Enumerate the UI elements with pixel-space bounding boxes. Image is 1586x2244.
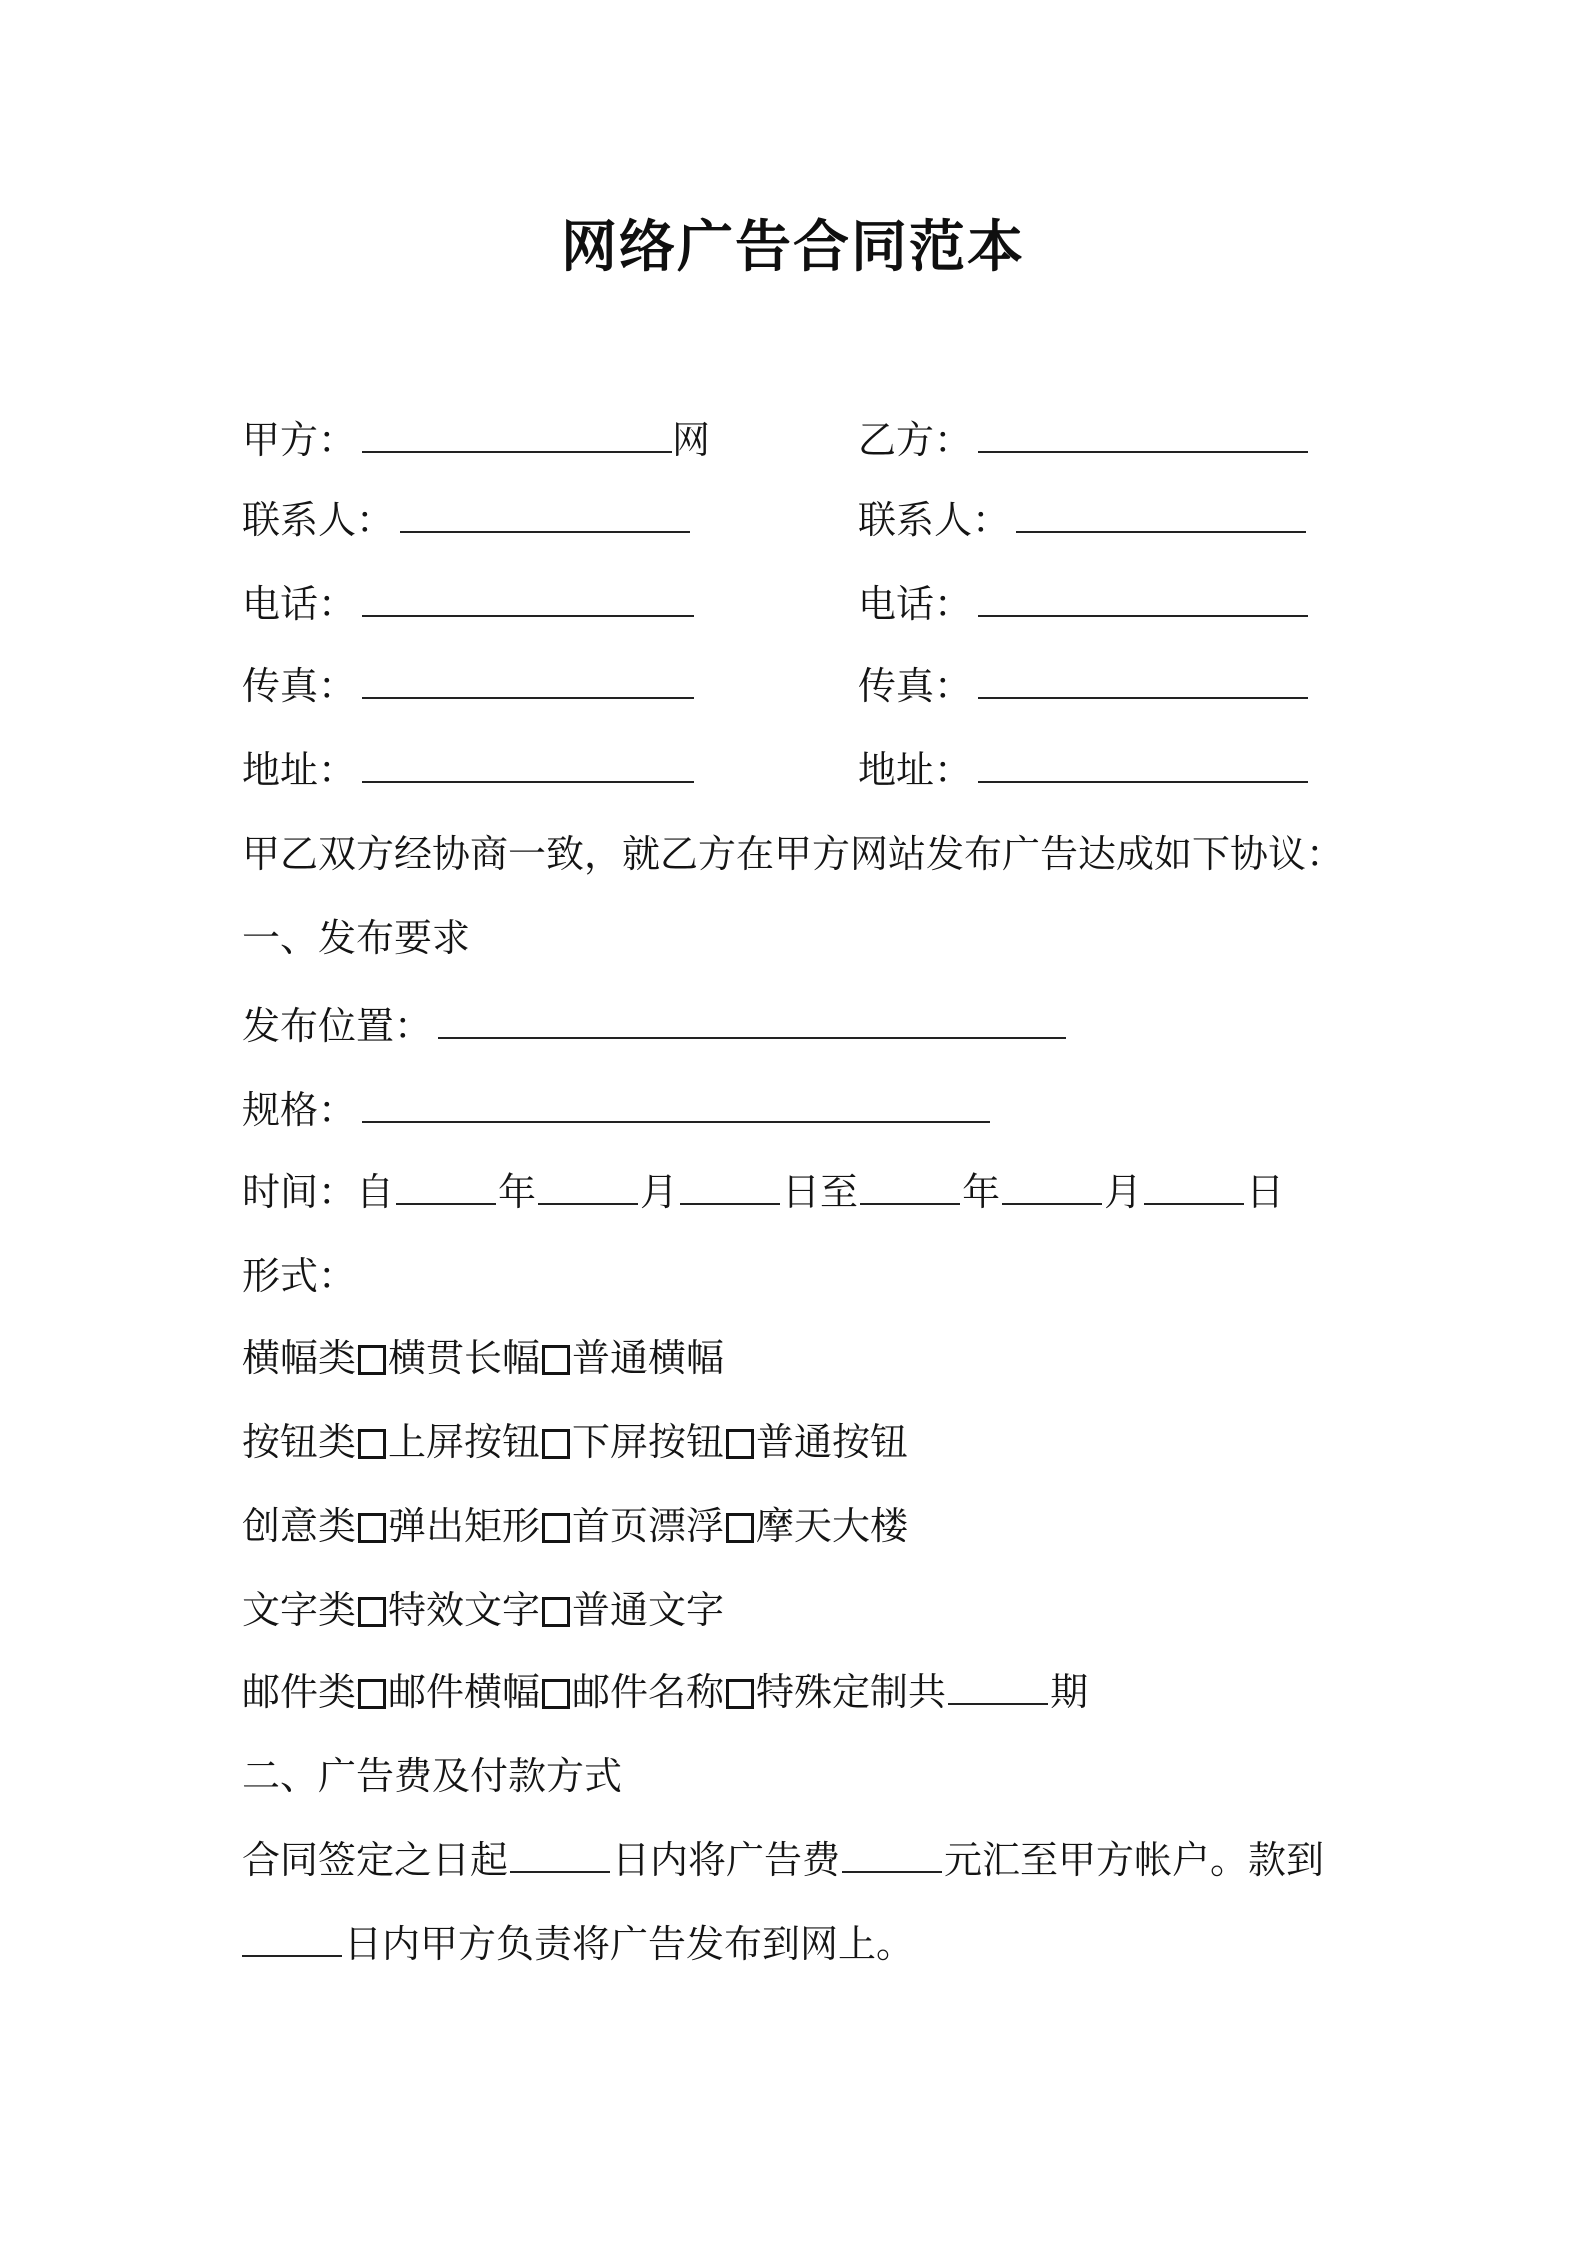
party-a-fax-line [242, 660, 694, 712]
position-blank[interactable] [438, 1003, 1066, 1039]
checkbox-icon[interactable] [542, 1513, 570, 1543]
party-a-contact-label: 联系人： [242, 498, 395, 542]
banner-option-2: 普通横幅 [572, 1336, 725, 1380]
payment-part-4: 日内甲方负责将广告发布到网上。 [344, 1922, 915, 1966]
creative-option-2: 首页漂浮 [572, 1504, 725, 1548]
payment-days-blank[interactable] [510, 1837, 610, 1873]
party-b-phone-line [858, 578, 1308, 630]
party-b-fax-label: 传真： [858, 664, 973, 708]
banner-category: 横幅类 [242, 1336, 357, 1380]
party-b-contact-line [858, 494, 1306, 546]
creative-category: 创意类 [242, 1504, 357, 1548]
party-a-suffix: 网 [672, 418, 711, 462]
party-b-phone-blank[interactable] [978, 581, 1308, 617]
spec-line [242, 1084, 990, 1136]
creative-line [242, 1500, 908, 1552]
party-a-blank[interactable] [362, 417, 672, 453]
payment-line-2 [242, 1918, 914, 1970]
mail-line [242, 1666, 1088, 1718]
position-label: 发布位置： [242, 1004, 433, 1048]
intro-paragraph: 甲乙双方经协商一致，就乙方在甲方网站发布广告达成如下协议： [242, 832, 1345, 876]
party-a-contact-line [242, 494, 690, 546]
text-option-1: 特效文字 [388, 1588, 541, 1632]
payment-line-1 [242, 1834, 1324, 1886]
checkbox-icon[interactable] [542, 1679, 570, 1709]
end-day-blank[interactable] [1144, 1169, 1244, 1205]
button-option-2: 下屏按钮 [572, 1420, 725, 1464]
section-2-heading: 二、广告费及付款方式 [242, 1754, 623, 1798]
party-b-fax-blank[interactable] [978, 663, 1308, 699]
checkbox-icon[interactable] [358, 1513, 386, 1543]
party-a-phone-blank[interactable] [362, 581, 694, 617]
checkbox-icon[interactable] [358, 1429, 386, 1459]
publish-days-blank[interactable] [242, 1921, 342, 1957]
start-month-blank[interactable] [538, 1169, 638, 1205]
checkbox-icon[interactable] [358, 1345, 386, 1375]
year-1-label: 年 [498, 1170, 537, 1214]
party-a-line [242, 414, 710, 466]
party-b-blank[interactable] [978, 417, 1308, 453]
payment-part-2: 日内将广告费 [612, 1838, 841, 1882]
spec-blank[interactable] [362, 1087, 990, 1123]
day-1-to-label: 日至 [782, 1170, 859, 1214]
party-b-address-line [858, 744, 1308, 796]
mail-suffix: 期 [1050, 1670, 1089, 1714]
mail-option-1: 邮件横幅 [388, 1670, 541, 1714]
party-a-phone-line [242, 578, 694, 630]
party-b-phone-label: 电话： [858, 582, 973, 626]
start-day-blank[interactable] [680, 1169, 780, 1205]
party-b-contact-label: 联系人： [858, 498, 1011, 542]
spec-label: 规格： [242, 1088, 357, 1132]
year-2-label: 年 [962, 1170, 1001, 1214]
party-b-contact-blank[interactable] [1016, 497, 1306, 533]
banner-line [242, 1332, 724, 1384]
time-line [242, 1166, 1284, 1218]
text-line [242, 1584, 724, 1636]
party-b-fax-line [858, 660, 1308, 712]
checkbox-icon[interactable] [726, 1513, 754, 1543]
checkbox-icon[interactable] [542, 1345, 570, 1375]
end-year-blank[interactable] [860, 1169, 960, 1205]
start-year-blank[interactable] [396, 1169, 496, 1205]
time-label: 时间：自 [242, 1170, 395, 1214]
party-a-address-line [242, 744, 694, 796]
form-label: 形式： [242, 1254, 357, 1298]
party-a-contact-blank[interactable] [400, 497, 690, 533]
checkbox-icon[interactable] [542, 1597, 570, 1627]
checkbox-icon[interactable] [358, 1679, 386, 1709]
button-category: 按钮类 [242, 1420, 357, 1464]
button-option-1: 上屏按钮 [388, 1420, 541, 1464]
payment-amount-blank[interactable] [842, 1837, 942, 1873]
month-1-label: 月 [640, 1170, 679, 1214]
banner-option-1: 横贯长幅 [388, 1336, 541, 1380]
creative-option-1: 弹出矩形 [388, 1504, 541, 1548]
month-2-label: 月 [1104, 1170, 1143, 1214]
periods-blank[interactable] [948, 1669, 1048, 1705]
page-title: 网络广告合同范本 [561, 215, 1025, 280]
checkbox-icon[interactable] [726, 1679, 754, 1709]
party-a-address-blank[interactable] [362, 747, 694, 783]
party-a-label: 甲方： [242, 418, 357, 462]
creative-option-3: 摩天大楼 [756, 1504, 909, 1548]
day-2-label: 日 [1246, 1170, 1285, 1214]
checkbox-icon[interactable] [358, 1597, 386, 1627]
party-b-label: 乙方： [858, 418, 973, 462]
button-line [242, 1416, 908, 1468]
party-b-line [858, 414, 1308, 466]
party-a-fax-label: 传真： [242, 664, 357, 708]
text-category: 文字类 [242, 1588, 357, 1632]
party-a-phone-label: 电话： [242, 582, 357, 626]
payment-part-3: 元汇至甲方帐户。款到 [944, 1838, 1325, 1882]
mail-category: 邮件类 [242, 1670, 357, 1714]
party-b-address-label: 地址： [858, 748, 973, 792]
party-a-fax-blank[interactable] [362, 663, 694, 699]
section-1-heading: 一、发布要求 [242, 916, 471, 960]
payment-part-1: 合同签定之日起 [242, 1838, 509, 1882]
button-option-3: 普通按钮 [756, 1420, 909, 1464]
mail-option-2: 邮件名称 [572, 1670, 725, 1714]
position-line [242, 1000, 1066, 1052]
checkbox-icon[interactable] [542, 1429, 570, 1459]
mail-option-3: 特殊定制共 [756, 1670, 947, 1714]
party-b-address-blank[interactable] [978, 747, 1308, 783]
party-a-address-label: 地址： [242, 748, 357, 792]
text-option-2: 普通文字 [572, 1588, 725, 1632]
checkbox-icon[interactable] [726, 1429, 754, 1459]
end-month-blank[interactable] [1002, 1169, 1102, 1205]
